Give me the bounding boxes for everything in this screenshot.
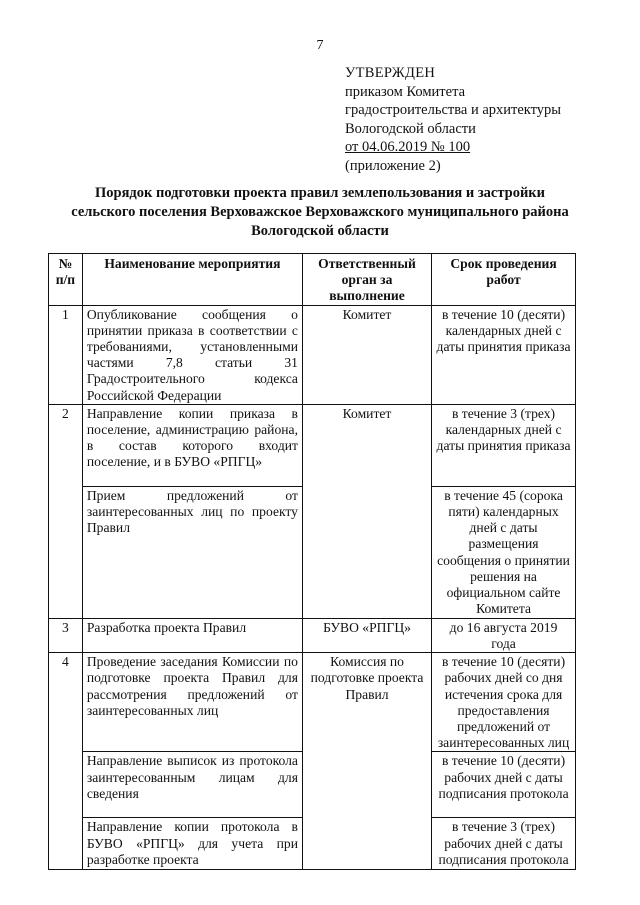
document-title: [30, 184, 610, 241]
row-activity: Разработка проекта Правил: [82, 618, 302, 652]
row-activity: Опубликование сообщения о принятии приказа в соответствии с требованиями, установленными частями 7,8 статьи 31 Градостроительного кодекса Российской Федерации: [82, 305, 302, 404]
row-number: 4: [49, 653, 83, 870]
header-term: Срок проведения работ: [432, 254, 576, 306]
table-row: [49, 404, 576, 486]
row-term: в течение 3 (трех) рабочих дней с даты подписания протокола: [432, 818, 576, 870]
table-row: [49, 653, 576, 752]
row-activity: Направление выписок из протокола заинтересованным лицам для сведения: [82, 752, 302, 818]
row-responsible: Комитет: [302, 305, 431, 404]
approval-stamp: [345, 64, 561, 176]
title-line: Порядок подготовки проекта правил землепользования и застройки: [94, 185, 546, 201]
approval-heading: УТВЕРЖДЕН: [345, 65, 436, 81]
row-responsible: Комиссия по подготовке проекта Правил: [302, 653, 431, 870]
header-number: № п/п: [49, 254, 83, 306]
header-responsible: Ответственный орган за выполнение: [302, 254, 431, 306]
header-activity: Наименование мероприятия: [82, 254, 302, 306]
row-term: в течение 10 (десяти) рабочих дней со дня истечения срока для предоставления предложений от заинтересованных лиц: [432, 653, 576, 752]
row-number: 2: [49, 404, 83, 618]
row-term: в течение 45 (сорока пяти) календарных дней с даты размещения сообщения о принятии решения на официальном сайте Комитета: [432, 486, 576, 618]
approval-order-reference: от 04.06.2019 № 100: [345, 139, 471, 156]
row-term: в течение 3 (трех) календарных дней с даты принятия приказа: [432, 404, 576, 486]
approval-line: градостроительства и архитектуры: [345, 102, 562, 119]
page-number: 7: [316, 38, 324, 53]
row-responsible: БУВО «РПГЦ»: [302, 618, 431, 652]
table-header-row: [49, 254, 576, 306]
row-responsible: Комитет: [302, 404, 431, 618]
row-activity: Направление копии протокола в БУВО «РПГЦ» для учета при разработке проекта: [82, 818, 302, 870]
approval-appendix: (приложение 2): [345, 157, 441, 174]
table-row: [49, 618, 576, 652]
row-number: 3: [49, 618, 83, 652]
row-term: в течение 10 (десяти) рабочих дней с даты подписания протокола: [432, 752, 576, 818]
row-term: до 16 августа 2019 года: [432, 618, 576, 652]
table-row: [49, 305, 576, 404]
row-term: в течение 10 (десяти) календарных дней с даты принятия приказа: [432, 305, 576, 404]
approval-line: приказом Комитета: [345, 83, 466, 100]
approval-line: Вологодской области: [345, 120, 476, 137]
row-activity: Направление копии приказа в поселение, администрацию района, в состав которого входит поселение, и в БУВО «РПГЦ»: [82, 404, 302, 486]
row-number: 1: [49, 305, 83, 404]
row-activity: Проведение заседания Комиссии по подготовке проекта Правил для рассмотрения предложений от заинтересованных лиц: [82, 653, 302, 752]
row-activity: Прием предложений от заинтересованных лиц по проекту Правил: [82, 486, 302, 618]
schedule-table: [48, 253, 576, 870]
title-line: сельского поселения Верховажское Верховажского муниципального района: [71, 204, 569, 220]
title-line: Вологодской области: [251, 223, 389, 239]
